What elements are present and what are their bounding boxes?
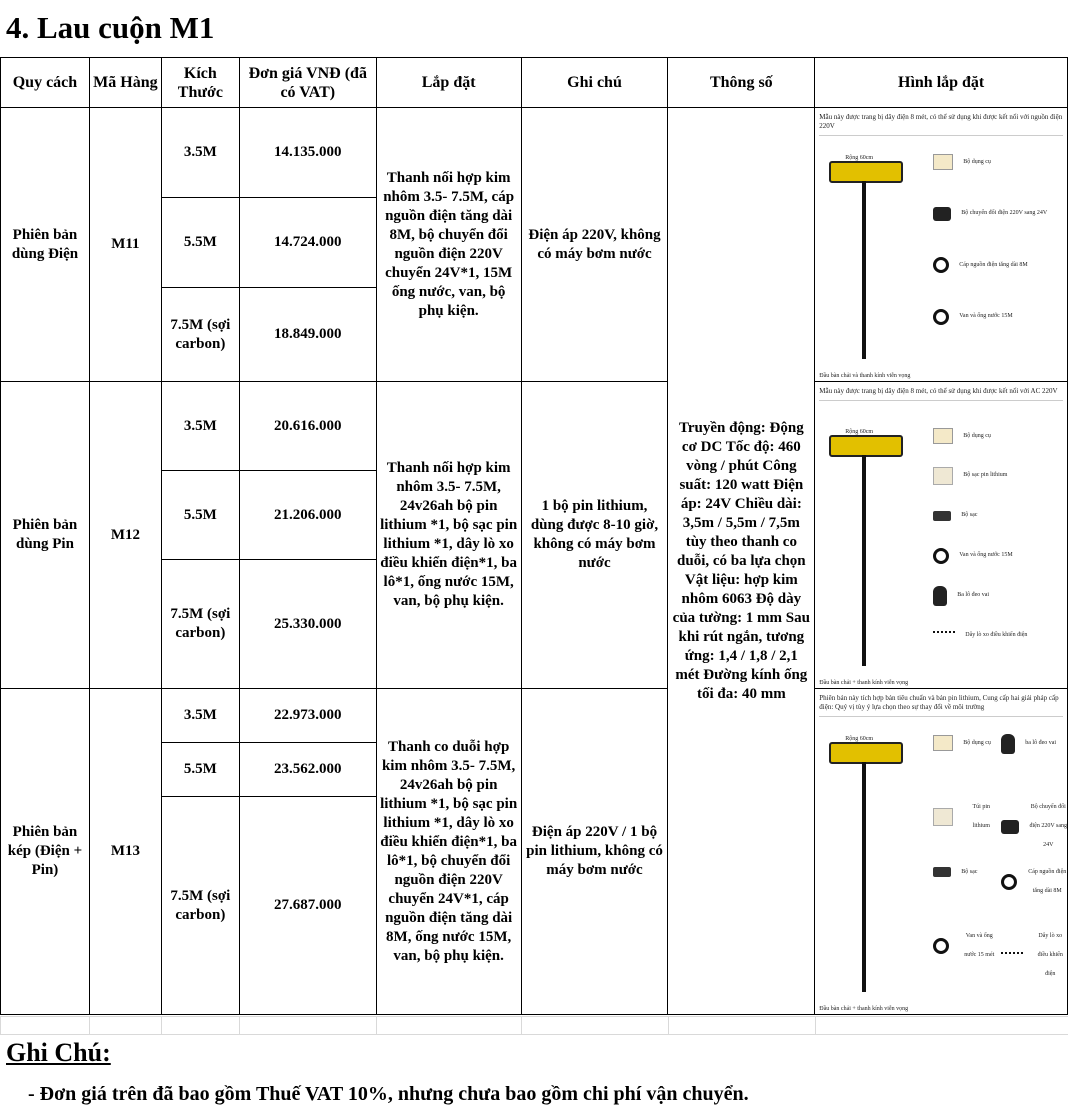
accessory-label: Cáp nguồn điện tăng dài 8M	[1028, 868, 1067, 894]
picture-cell	[815, 689, 1068, 1015]
brush-roller	[829, 435, 903, 457]
header-note: Ghi chú	[521, 58, 668, 108]
accessory-label: Bộ chuyển đổi điện 220V sang 24V	[961, 210, 1048, 216]
accessory-item	[933, 256, 1061, 275]
accessory-label: Túi pin lithium	[972, 804, 991, 829]
picture-footer: Đầu bàn chải và thanh kính viễn vọng	[819, 372, 911, 379]
price-cell: 21.206.000	[239, 471, 376, 560]
accessory-item	[933, 153, 1061, 172]
price-cell: 23.562.000	[239, 743, 376, 797]
accessory-label: Bộ sạc pin lithium	[963, 472, 1008, 479]
price-cell: 20.616.000	[239, 382, 376, 471]
picture-footer: Đầu bàn chải + thanh kính viễn vọng	[819, 1005, 909, 1012]
accessory-item	[933, 546, 1061, 565]
table-row	[1, 689, 1068, 743]
tool-kit-icon	[933, 154, 953, 170]
picture-caption: Mẫu này được trang bị dây điện 8 mét, có thể sử dụng khi được kết nối với AC 220V	[819, 387, 1063, 401]
code-cell: M11	[89, 108, 161, 382]
battery-icon	[933, 808, 953, 826]
roller-width-label: Rộng 60cm	[845, 428, 874, 435]
code-cell: M12	[89, 382, 161, 689]
table-row	[1, 108, 1068, 198]
adapter-icon	[1001, 820, 1019, 834]
table-row	[1, 382, 1068, 471]
spec-cell: Phiên bản dùng Pin	[1, 382, 90, 689]
accessory-label: Dây lò xo điều khiển điện	[1037, 933, 1063, 977]
accessory-item	[933, 466, 1061, 485]
cable-coil-icon	[933, 257, 949, 273]
note-cell: Điện áp 220V / 1 bộ pin lithium, không có máy bơm nước	[521, 689, 668, 1015]
accessory-label: ba lô đeo vai	[1025, 740, 1057, 746]
accessory-label: Bộ dụng cụ	[963, 739, 991, 746]
accessory-item	[1001, 734, 1067, 754]
install-picture	[815, 109, 1067, 381]
size-cell: 3.5M	[161, 689, 239, 743]
note-heading: Ghi Chú:	[6, 1038, 111, 1067]
price-cell: 14.135.000	[239, 108, 376, 198]
header-code: Mã Hàng	[89, 58, 161, 108]
accessory-item	[1001, 927, 1067, 984]
price-cell: 25.330.000	[239, 560, 376, 689]
price-cell: 27.687.000	[239, 797, 376, 1015]
accessory-item	[933, 927, 999, 965]
hose-coil-icon	[933, 548, 949, 564]
brush-roller	[829, 161, 903, 183]
hose-coil-icon	[933, 938, 949, 954]
install-picture	[815, 690, 1067, 1014]
install-cell: Thanh co duỗi hợp kim nhôm 3.5- 7.5M, 24v26ah bộ pin lithium *1, bộ sạc pin lithium *1, dây lò xo điều khiển điện*1, ba lô*1, bộ chuyển đổi nguồn điện 220V chuyển 24V*1, cáp nguồn điện tăng dài 8M, ống nước 15M, van, bộ phụ kiện.	[376, 689, 521, 1015]
accessory-item	[1001, 863, 1067, 901]
size-cell: 5.5M	[161, 198, 239, 288]
size-cell: 7.5M (sợi carbon)	[161, 288, 239, 382]
accessory-label: Ba lô đeo vai	[957, 592, 990, 599]
spring-cable-icon	[933, 631, 955, 639]
size-cell: 5.5M	[161, 743, 239, 797]
note-text: - Đơn giá trên đã bao gồm Thuế VAT 10%, nhưng chưa bao gồm chi phí vận chuyển.	[28, 1083, 749, 1105]
price-cell: 14.724.000	[239, 198, 376, 288]
accessory-label: Dây lò xo điều khiển điện	[965, 631, 1028, 638]
accessory-label: Van và ống nước 15 mét	[964, 933, 995, 958]
accessory-item	[933, 204, 1061, 223]
roller-width-label: Rộng 60cm	[845, 735, 874, 742]
accessory-label: Bộ dụng cụ	[963, 158, 991, 165]
accessory-item	[933, 798, 999, 836]
picture-cell	[815, 382, 1068, 689]
code-cell: M13	[89, 689, 161, 1015]
price-cell: 22.973.000	[239, 689, 376, 743]
price-cell: 18.849.000	[239, 288, 376, 382]
header-row	[1, 58, 1068, 108]
backpack-icon	[1001, 734, 1015, 754]
telescopic-pole	[862, 455, 866, 666]
backpack-icon	[933, 586, 947, 606]
roller-width-label: Rộng 60cm	[845, 154, 874, 161]
accessory-label: Bộ sạc	[961, 512, 978, 519]
size-cell: 5.5M	[161, 471, 239, 560]
size-cell: 3.5M	[161, 382, 239, 471]
accessory-item	[933, 427, 1061, 446]
telescopic-pole	[862, 762, 866, 992]
size-cell: 3.5M	[161, 108, 239, 198]
picture-cell	[815, 108, 1068, 382]
picture-caption: Phiên bản này tích hợp bản tiêu chuẩn và bản pin lithium, Cung cấp hai giải pháp cấp điện: Quý vị tùy ý lựa chọn theo sự thay đổi về môi trường	[819, 694, 1063, 717]
spec-cell: Phiên bản dùng Điện	[1, 108, 90, 382]
picture-caption: Mẫu này được trang bị dây điện 8 mét, có thể sử dụng khi được kết nối với nguồn điện 220V	[819, 113, 1063, 136]
price-table	[0, 57, 1068, 1015]
accessory-label: Bộ chuyển đổi điện 220V sang 24V	[1029, 804, 1067, 848]
accessory-item	[933, 586, 1061, 606]
page-title: 4. Lau cuộn M1	[6, 10, 215, 45]
charger-icon	[933, 867, 951, 877]
accessory-item	[933, 734, 999, 753]
note-cell: 1 bộ pin lithium, dùng được 8-10 giờ, không có máy bơm nước	[521, 382, 668, 689]
accessory-label: Bộ dụng cụ	[963, 432, 991, 439]
size-cell: 7.5M (sợi carbon)	[161, 797, 239, 1015]
specs-cell: Truyền động: Động cơ DC Tốc độ: 460 vòng / phút Công suất: 120 watt Điện áp: 24V Chiều dài: 3,5m / 5,5m / 7,5m tùy theo thanh co duỗi, có ba lựa chọn Vật liệu: hợp kim nhôm 6063 Độ dày của tường: 1 mm Sau khi rút ngắn, tương ứng: 1,4 / 1,8 / 2,1 mét Đường kính ống tối đa: 40 mm	[668, 108, 815, 1015]
accessory-item	[933, 506, 1061, 525]
accessory-label: Bộ sạc	[961, 868, 978, 875]
cable-coil-icon	[1001, 874, 1017, 890]
header-spec: Quy cách	[1, 58, 90, 108]
tool-kit-icon	[933, 735, 953, 751]
size-cell: 7.5M (sợi carbon)	[161, 560, 239, 689]
header-picture: Hình lắp đặt	[815, 58, 1068, 108]
charger-icon	[933, 511, 951, 521]
brush-roller	[829, 742, 903, 764]
install-picture	[815, 383, 1067, 688]
adapter-icon	[933, 207, 951, 221]
accessory-item	[933, 307, 1061, 326]
accessory-item	[933, 626, 1061, 645]
battery-icon	[933, 467, 953, 485]
telescopic-pole	[862, 181, 866, 359]
tool-kit-icon	[933, 428, 953, 444]
accessory-label: Cáp nguồn điện tăng dài 8M	[959, 261, 1028, 268]
accessory-label: Van và ống nước 15M	[959, 552, 1013, 558]
note-cell: Điện áp 220V, không có máy bơm nước	[521, 108, 668, 382]
accessory-label: Van và ống nước 15M	[959, 313, 1013, 319]
header-size: Kích Thước	[161, 58, 239, 108]
empty-grid-row	[0, 1016, 1068, 1035]
header-price: Đơn giá VNĐ (đã có VAT)	[239, 58, 376, 108]
header-install: Lắp đặt	[376, 58, 521, 108]
accessory-item	[1001, 798, 1067, 855]
spec-cell: Phiên bản kép (Điện + Pin)	[1, 689, 90, 1015]
install-cell: Thanh nối hợp kim nhôm 3.5- 7.5M, cáp nguồn điện tăng dài 8M, bộ chuyển đổi nguồn điện 220V chuyển 24V*1, 15M ống nước, van, bộ phụ kiện.	[376, 108, 521, 382]
spring-cable-icon	[1001, 952, 1023, 960]
accessory-item	[933, 863, 999, 882]
hose-coil-icon	[933, 309, 949, 325]
picture-footer: Đầu bàn chải + thanh kính viễn vọng	[819, 679, 909, 686]
header-specs: Thông số	[668, 58, 815, 108]
install-cell: Thanh nối hợp kim nhôm 3.5- 7.5M, 24v26ah bộ pin lithium *1, bộ sạc pin lithium *1, dây lò xo điều khiển điện*1, ba lô*1, ống nước 15M, van, bộ phụ kiện.	[376, 382, 521, 689]
